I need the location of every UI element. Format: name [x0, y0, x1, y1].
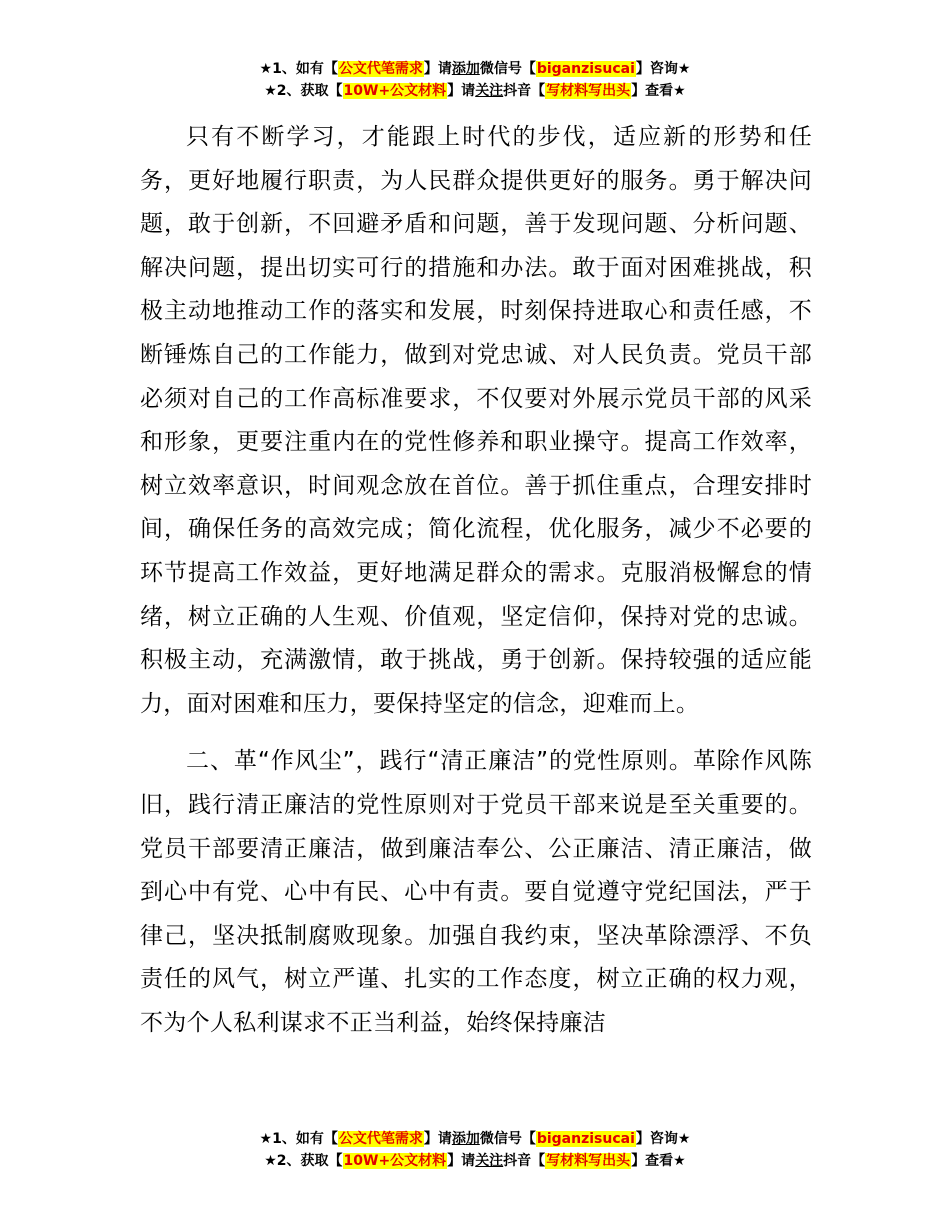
header-banner [0, 58, 950, 102]
header-banner-line-1 [0, 58, 950, 80]
document-body [140, 116, 812, 1059]
paragraph-2: 二、革“作风尘”，践行“清正廉洁”的党性原则。革除作风陈旧，践行清正廉洁的党性原则对于党员干部来说是至关重要的。党员干部要清正廉洁，做到廉洁奉公、公正廉洁、清正廉洁，做到心中有党、心中有民、心中有责。要自觉遵守党纪国法，严于律己，坚决抵制腐败现象。加强自我约束，坚决革除漂浮、不负责任的风气，树立严谨、扎实的工作态度，树立正确的权力观，不为个人私利谋求不正当利益，始终保持廉洁 [140, 748, 812, 1036]
banner-text: 抖音【 [503, 83, 546, 99]
banner-text: 】咨询★ [635, 61, 691, 77]
banner-text: 】查看★ [631, 83, 686, 99]
banner-text: ★2、获取【 [264, 1153, 343, 1169]
banner-underline: 添加 [451, 1131, 480, 1147]
banner-highlight: biganzisucai [536, 1131, 635, 1147]
banner-text: 微信号【 [479, 1131, 536, 1147]
banner-text: ★1、如有【 [259, 61, 338, 77]
footer-banner-line-2 [0, 1150, 950, 1172]
banner-highlight: 10W+公文材料 [343, 1153, 447, 1169]
banner-highlight: 10W+公文材料 [343, 83, 447, 99]
banner-highlight: 写材料写出头 [546, 83, 631, 99]
header-banner-line-2 [0, 80, 950, 102]
banner-highlight: 公文代笔需求 [338, 61, 423, 77]
banner-underline: 关注 [475, 1153, 504, 1169]
banner-text: 】请 [423, 1131, 452, 1147]
banner-highlight: biganzisucai [536, 61, 635, 77]
banner-text: 】请 [447, 1153, 476, 1169]
banner-text: ★1、如有【 [259, 1131, 338, 1147]
banner-underline: 关注 [475, 83, 504, 99]
banner-text: 】查看★ [631, 1153, 686, 1169]
banner-text: ★2、获取【 [264, 83, 343, 99]
banner-text: 】请 [423, 61, 452, 77]
footer-banner [0, 1128, 950, 1172]
banner-text: 微信号【 [479, 61, 536, 77]
banner-highlight: 写材料写出头 [546, 1153, 631, 1169]
banner-highlight: 公文代笔需求 [338, 1131, 423, 1147]
banner-text: 抖音【 [503, 1153, 546, 1169]
banner-underline: 添加 [451, 61, 480, 77]
banner-text: 】咨询★ [635, 1131, 691, 1147]
paragraph-1: 只有不断学习，才能跟上时代的步伐，适应新的形势和任务，更好地履行职责，为人民群众提供更好的服务。勇于解决问题，敢于创新，不回避矛盾和问题，善于发现问题、分析问题、解决问题，提出切实可行的措施和办法。敢于面对困难挑战，积极主动地推动工作的落实和发展，时刻保持进取心和责任感，不断锤炼自己的工作能力，做到对党忠诚、对人民负责。党员干部必须对自己的工作高标准要求，不仅要对外展示党员干部的风采和形象，更要注重内在的党性修养和职业操守。提高工作效率，树立效率意识，时间观念放在首位。善于抓住重点，合理安排时间，确保任务的高效完成；简化流程，优化服务，减少不必要的环节提高工作效益，更好地满足群众的需求。克服消极懈怠的情绪，树立正确的人生观、价值观，坚定信仰，保持对党的忠诚。积极主动，充满激情，敢于挑战，勇于创新。保持较强的适应能力，面对困难和压力，要保持坚定的信念，迎难而上。 [140, 124, 812, 717]
banner-text: 】请 [447, 83, 476, 99]
footer-banner-line-1 [0, 1128, 950, 1150]
